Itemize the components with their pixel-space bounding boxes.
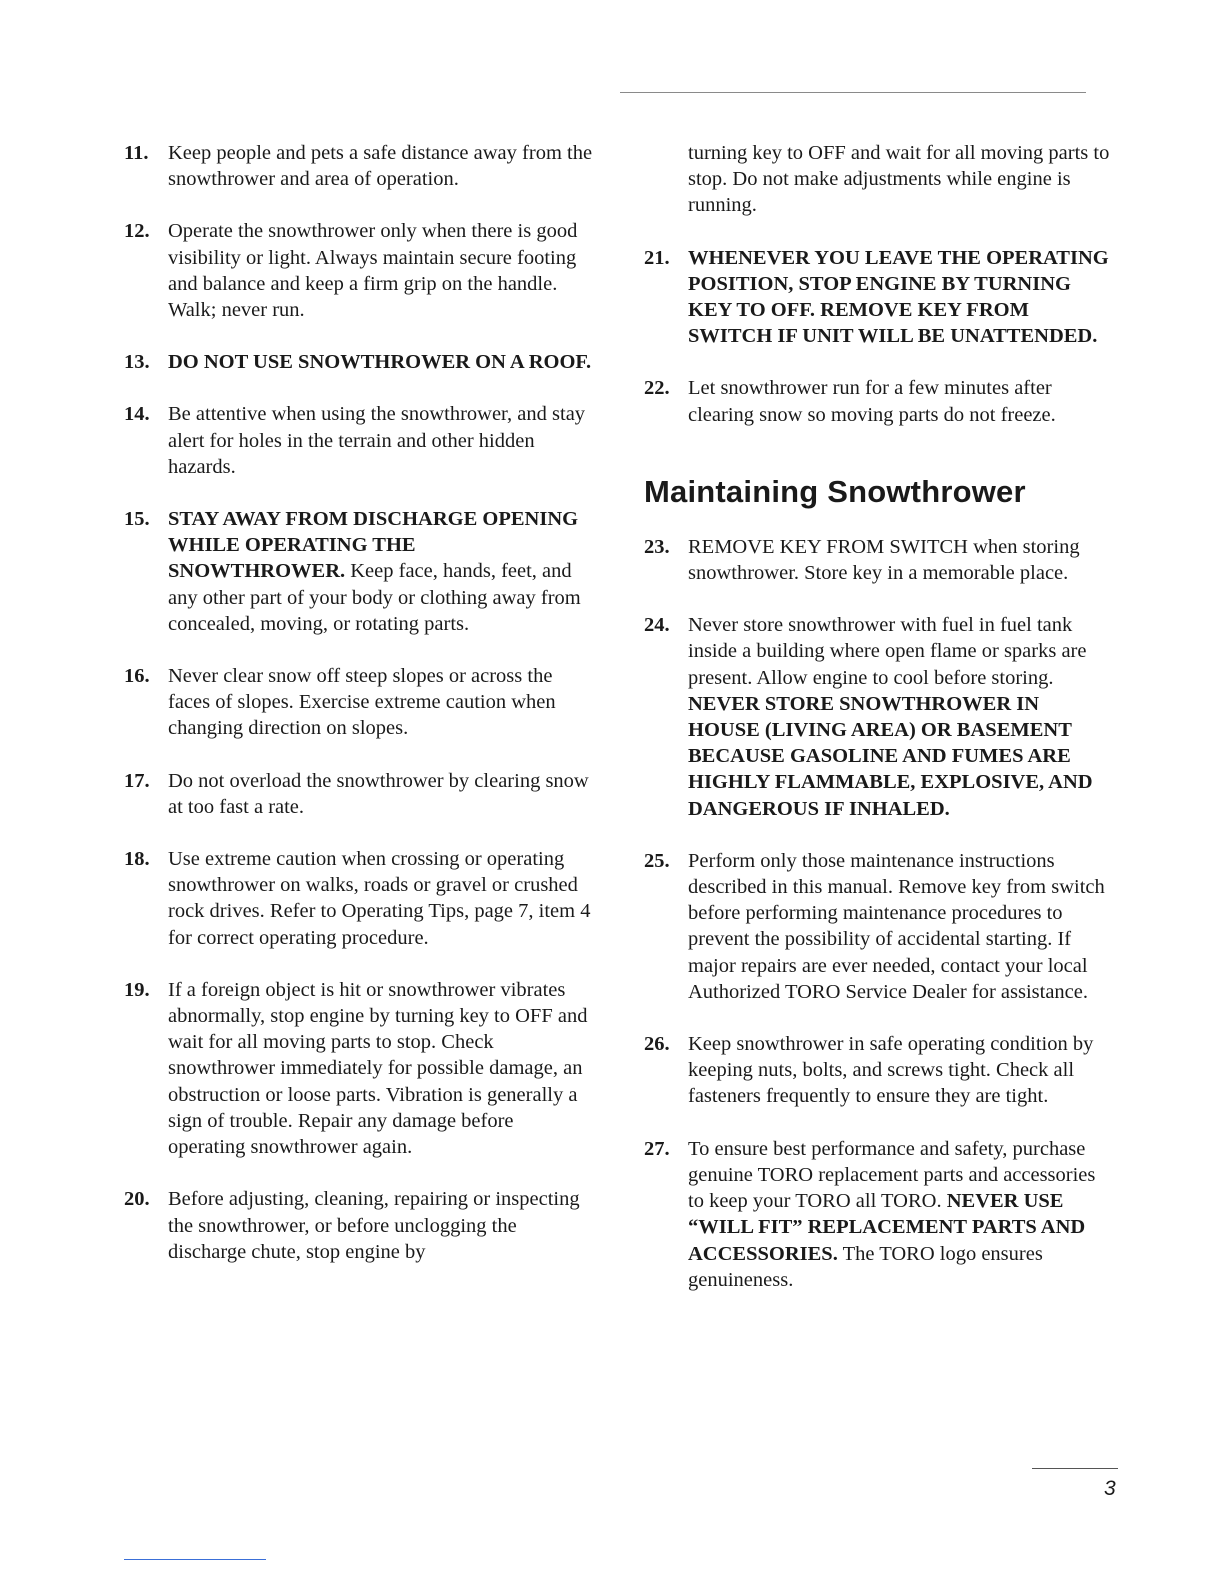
list-item-22 bbox=[644, 375, 1114, 427]
list-item-16 bbox=[124, 663, 594, 742]
list-item-12 bbox=[124, 218, 594, 323]
item-text: Keep face, hands, feet, and any other part of your body or clothing away from concealed, moving, or rotating parts. bbox=[168, 560, 581, 635]
item-text-tail: The TORO logo ensures genuineness. bbox=[688, 1242, 1043, 1291]
item-warning-text: NEVER USE “WILL FIT” REPLACEMENT PARTS AND ACCESSORIES. bbox=[688, 1190, 1086, 1265]
item-text: Operate the snowthrower only when there is good visibility or light. Always maintain secure footing and balance and keep a firm grip on the handle. Walk; never run. bbox=[168, 220, 578, 322]
list-item-14 bbox=[124, 401, 594, 480]
list-item-24 bbox=[644, 612, 1114, 822]
item-number: 23. bbox=[644, 535, 670, 558]
item-number: 19. bbox=[124, 978, 150, 1001]
item-number: 27. bbox=[644, 1137, 670, 1160]
item-number: 25. bbox=[644, 849, 670, 872]
item-number: 21. bbox=[644, 246, 670, 269]
list-item-25 bbox=[644, 848, 1114, 1005]
item-number: 18. bbox=[124, 848, 150, 871]
list-item-19 bbox=[124, 977, 594, 1160]
item-text: Perform only those maintenance instructions described in this manual. Remove key from switch before performing maintenance procedures to prevent the possibility of accidental starting. If major repairs are ever needed, contact your local Authorized TORO Service Dealer for assistance. bbox=[688, 849, 1105, 1003]
item-number: 15. bbox=[124, 508, 150, 531]
item-number: 22. bbox=[644, 377, 670, 400]
footer-rule bbox=[1032, 1468, 1118, 1469]
list-item-11 bbox=[124, 140, 594, 192]
item-warning-text: STAY AWAY FROM DISCHARGE OPENING WHILE OPERATING THE SNOWTHROWER. bbox=[168, 508, 579, 583]
item-number: 13. bbox=[124, 351, 150, 374]
item-text: REMOVE KEY FROM SWITCH when storing snowthrower. Store key in a memorable place. bbox=[688, 535, 1080, 585]
list-item-13 bbox=[124, 349, 594, 375]
page-number: 3 bbox=[1104, 1477, 1116, 1500]
bottom-rule bbox=[124, 1559, 266, 1560]
list-item-21 bbox=[644, 245, 1114, 350]
item-number: 11. bbox=[124, 142, 149, 164]
item-warning-text: WHENEVER YOU LEAVE THE OPERATING POSITION, STOP ENGINE BY TURNING KEY TO OFF. REMOVE KEY FROM SWITCH IF UNIT WILL BE UNATTENDED. bbox=[688, 246, 1109, 348]
item-number: 24. bbox=[644, 614, 670, 637]
item-20-continuation: turning key to OFF and wait for all moving parts to stop. Do not make adjustments while engine is running. bbox=[688, 142, 1110, 217]
item-text: Before adjusting, cleaning, repairing or inspecting the snowthrower, or before unclogging the discharge chute, stop engine by bbox=[168, 1188, 580, 1263]
list-item-23 bbox=[644, 534, 1114, 586]
item-text: Do not overload the snowthrower by clearing snow at too fast a rate. bbox=[168, 769, 589, 818]
item-text: To ensure best performance and safety, purchase genuine TORO replacement parts and accessories to keep your TORO all TORO. bbox=[688, 1137, 1096, 1213]
item-text: Keep snowthrower in safe operating condition by keeping nuts, bolts, and screws tight. Check all fasteners frequently to ensure they are tight. bbox=[688, 1033, 1094, 1108]
item-number: 16. bbox=[124, 665, 150, 688]
item-text: Use extreme caution when crossing or operating snowthrower on walks, roads or gravel or crushed rock drives. Refer to Operating Tips, page 7, item 4 for correct operating procedure. bbox=[168, 848, 591, 949]
item-text: Keep people and pets a safe distance away from the snowthrower and area of operation. bbox=[168, 142, 593, 191]
item-body bbox=[688, 1136, 1114, 1293]
list-item-15 bbox=[124, 506, 594, 637]
item-number: 17. bbox=[124, 769, 150, 792]
item-number: 14. bbox=[124, 403, 150, 426]
item-number: 26. bbox=[644, 1033, 670, 1056]
item-body bbox=[688, 612, 1114, 822]
item-text: Be attentive when using the snowthrower, and stay alert for holes in the terrain and other hidden hazards. bbox=[168, 403, 586, 478]
list-item-26 bbox=[644, 1031, 1114, 1110]
right-column bbox=[644, 140, 1114, 1319]
item-text: Let snowthrower run for a few minutes after clearing snow so moving parts do not freeze. bbox=[688, 377, 1056, 426]
item-number: 12. bbox=[124, 220, 150, 243]
item-text: If a foreign object is hit or snowthrower vibrates abnormally, stop engine by turning key to OFF and wait for all moving parts to stop. Check snowthrower immediately for possible damage, an obstruction or loose parts. Vibration is generally a sign of trouble. Repair any damage before operating snowthrower again. bbox=[168, 978, 588, 1159]
item-text: Never clear snow off steep slopes or across the faces of slopes. Exercise extreme caution when changing direction on slopes. bbox=[168, 665, 556, 740]
item-warning-text: NEVER STORE SNOWTHROWER IN HOUSE (LIVING AREA) OR BASEMENT BECAUSE GASOLINE AND FUMES ARE HIGHLY FLAMMABLE, EXPLOSIVE, AND DANGEROUS IF INHALED. bbox=[688, 692, 1093, 820]
header-rule bbox=[620, 92, 1086, 93]
list-item-17 bbox=[124, 768, 594, 820]
item-body bbox=[168, 506, 594, 637]
list-item-18 bbox=[124, 846, 594, 951]
item-number: 20. bbox=[124, 1188, 150, 1211]
item-text: Never store snowthrower with fuel in fuel tank inside a building where open flame or sparks are present. Allow engine to cool before storing. bbox=[688, 614, 1087, 689]
item-warning-text: DO NOT USE SNOWTHROWER ON A ROOF. bbox=[168, 351, 592, 374]
list-item-20 bbox=[124, 1186, 594, 1265]
list-item-27 bbox=[644, 1136, 1114, 1293]
section-heading: Maintaining Snowthrower bbox=[644, 473, 1026, 509]
left-column bbox=[124, 140, 594, 1291]
